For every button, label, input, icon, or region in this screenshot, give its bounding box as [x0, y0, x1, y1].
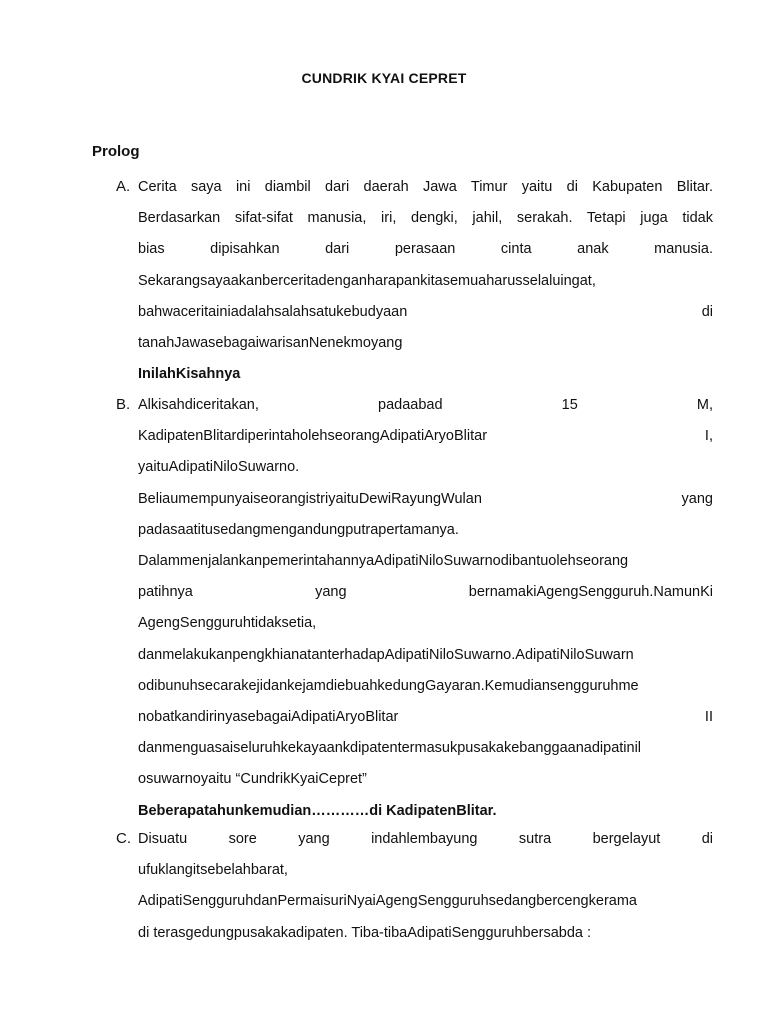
paragraph-line: tanahJawasebagaiwarisanNenekmoyang [138, 335, 403, 351]
paragraph-line: KadipatenBlitardiperintaholehseorangAdipatiAryoBlitar I, [138, 428, 713, 445]
paragraph-line: odibunuhsecarakejidankejamdiebuahkedungGayaran.Kemudiansengguruhme [138, 677, 639, 694]
paragraph-line: Disuatu sore yang indahlembayung sutra bergelayut di [138, 831, 713, 847]
paragraph-line: ufuklangitsebelahbarat, [138, 862, 288, 879]
section-heading: Prolog [92, 143, 140, 160]
paragraph-line: patihnya yang bernamakiAgengSengguruh.NamunKi [138, 584, 713, 601]
paragraph-line: osuwarnoyaitu “CundrikKyaiCepret” [138, 771, 367, 788]
paragraph-line: bias dipisahkan dari perasaan cinta anak manusia. [138, 241, 713, 258]
paragraph-line: DalammenjalankanpemerintahannyaAdipatiNiloSuwarnodibantuolehseorang [138, 553, 629, 569]
list-marker: C. [116, 830, 131, 847]
paragraph-line: Beberapatahunkemudian…………di KadipatenBlitar. [138, 802, 497, 819]
paragraph-line: danmelakukanpengkhianatanterhadapAdipatiNiloSuwarno.AdipatiNiloSuwarn [138, 646, 634, 663]
list-marker: A. [116, 178, 131, 195]
paragraph-line: InilahKisahnya [138, 366, 241, 383]
paragraph-line: Cerita saya ini diambil dari daerah Jawa Timur yaitu di Kabupaten Blitar. [138, 179, 713, 195]
list-marker: B. [116, 396, 131, 413]
paragraph-line: padasaatitusedangmengandungputrapertamanya. [138, 521, 459, 538]
document-title: CUNDRIK KYAI CEPRET [301, 70, 467, 86]
paragraph-line: Berdasarkan sifat-sifat manusia, iri, dengki, jahil, serakah. Tetapi juga tidak [138, 210, 713, 227]
paragraph-line: danmenguasaiseluruhkekayaankdipatentermasukpusakakebanggaanadipatinil [138, 740, 642, 757]
paragraph-line: yaituAdipatiNiloSuwarno. [138, 459, 300, 476]
paragraph-line: BeliaumempunyaiseorangistriyaituDewiRayungWulan yang [138, 490, 713, 507]
paragraph-line: Sekarangsayaakanberceritadenganharapankitasemuaharusselaluingat, [138, 272, 596, 289]
paragraph-line: Alkisahdiceritakan, padaabad 15 M, [138, 397, 713, 413]
paragraph-line: AdipatiSengguruhdanPermaisuriNyaiAgengSengguruhsedangbercengkerama [138, 893, 637, 910]
paragraph-line: di terasgedungpusakakadipaten. Tiba-tibaAdipatiSengguruhbersabda : [138, 924, 592, 941]
paragraph-line: nobatkandirinyasebagaiAdipatiAryoBlitar II [138, 709, 713, 725]
paragraph-line: AgengSengguruhtidaksetia, [138, 615, 317, 632]
paragraph-line: bahwaceritainiadalahsalahsatukebudyaan di [138, 303, 713, 320]
